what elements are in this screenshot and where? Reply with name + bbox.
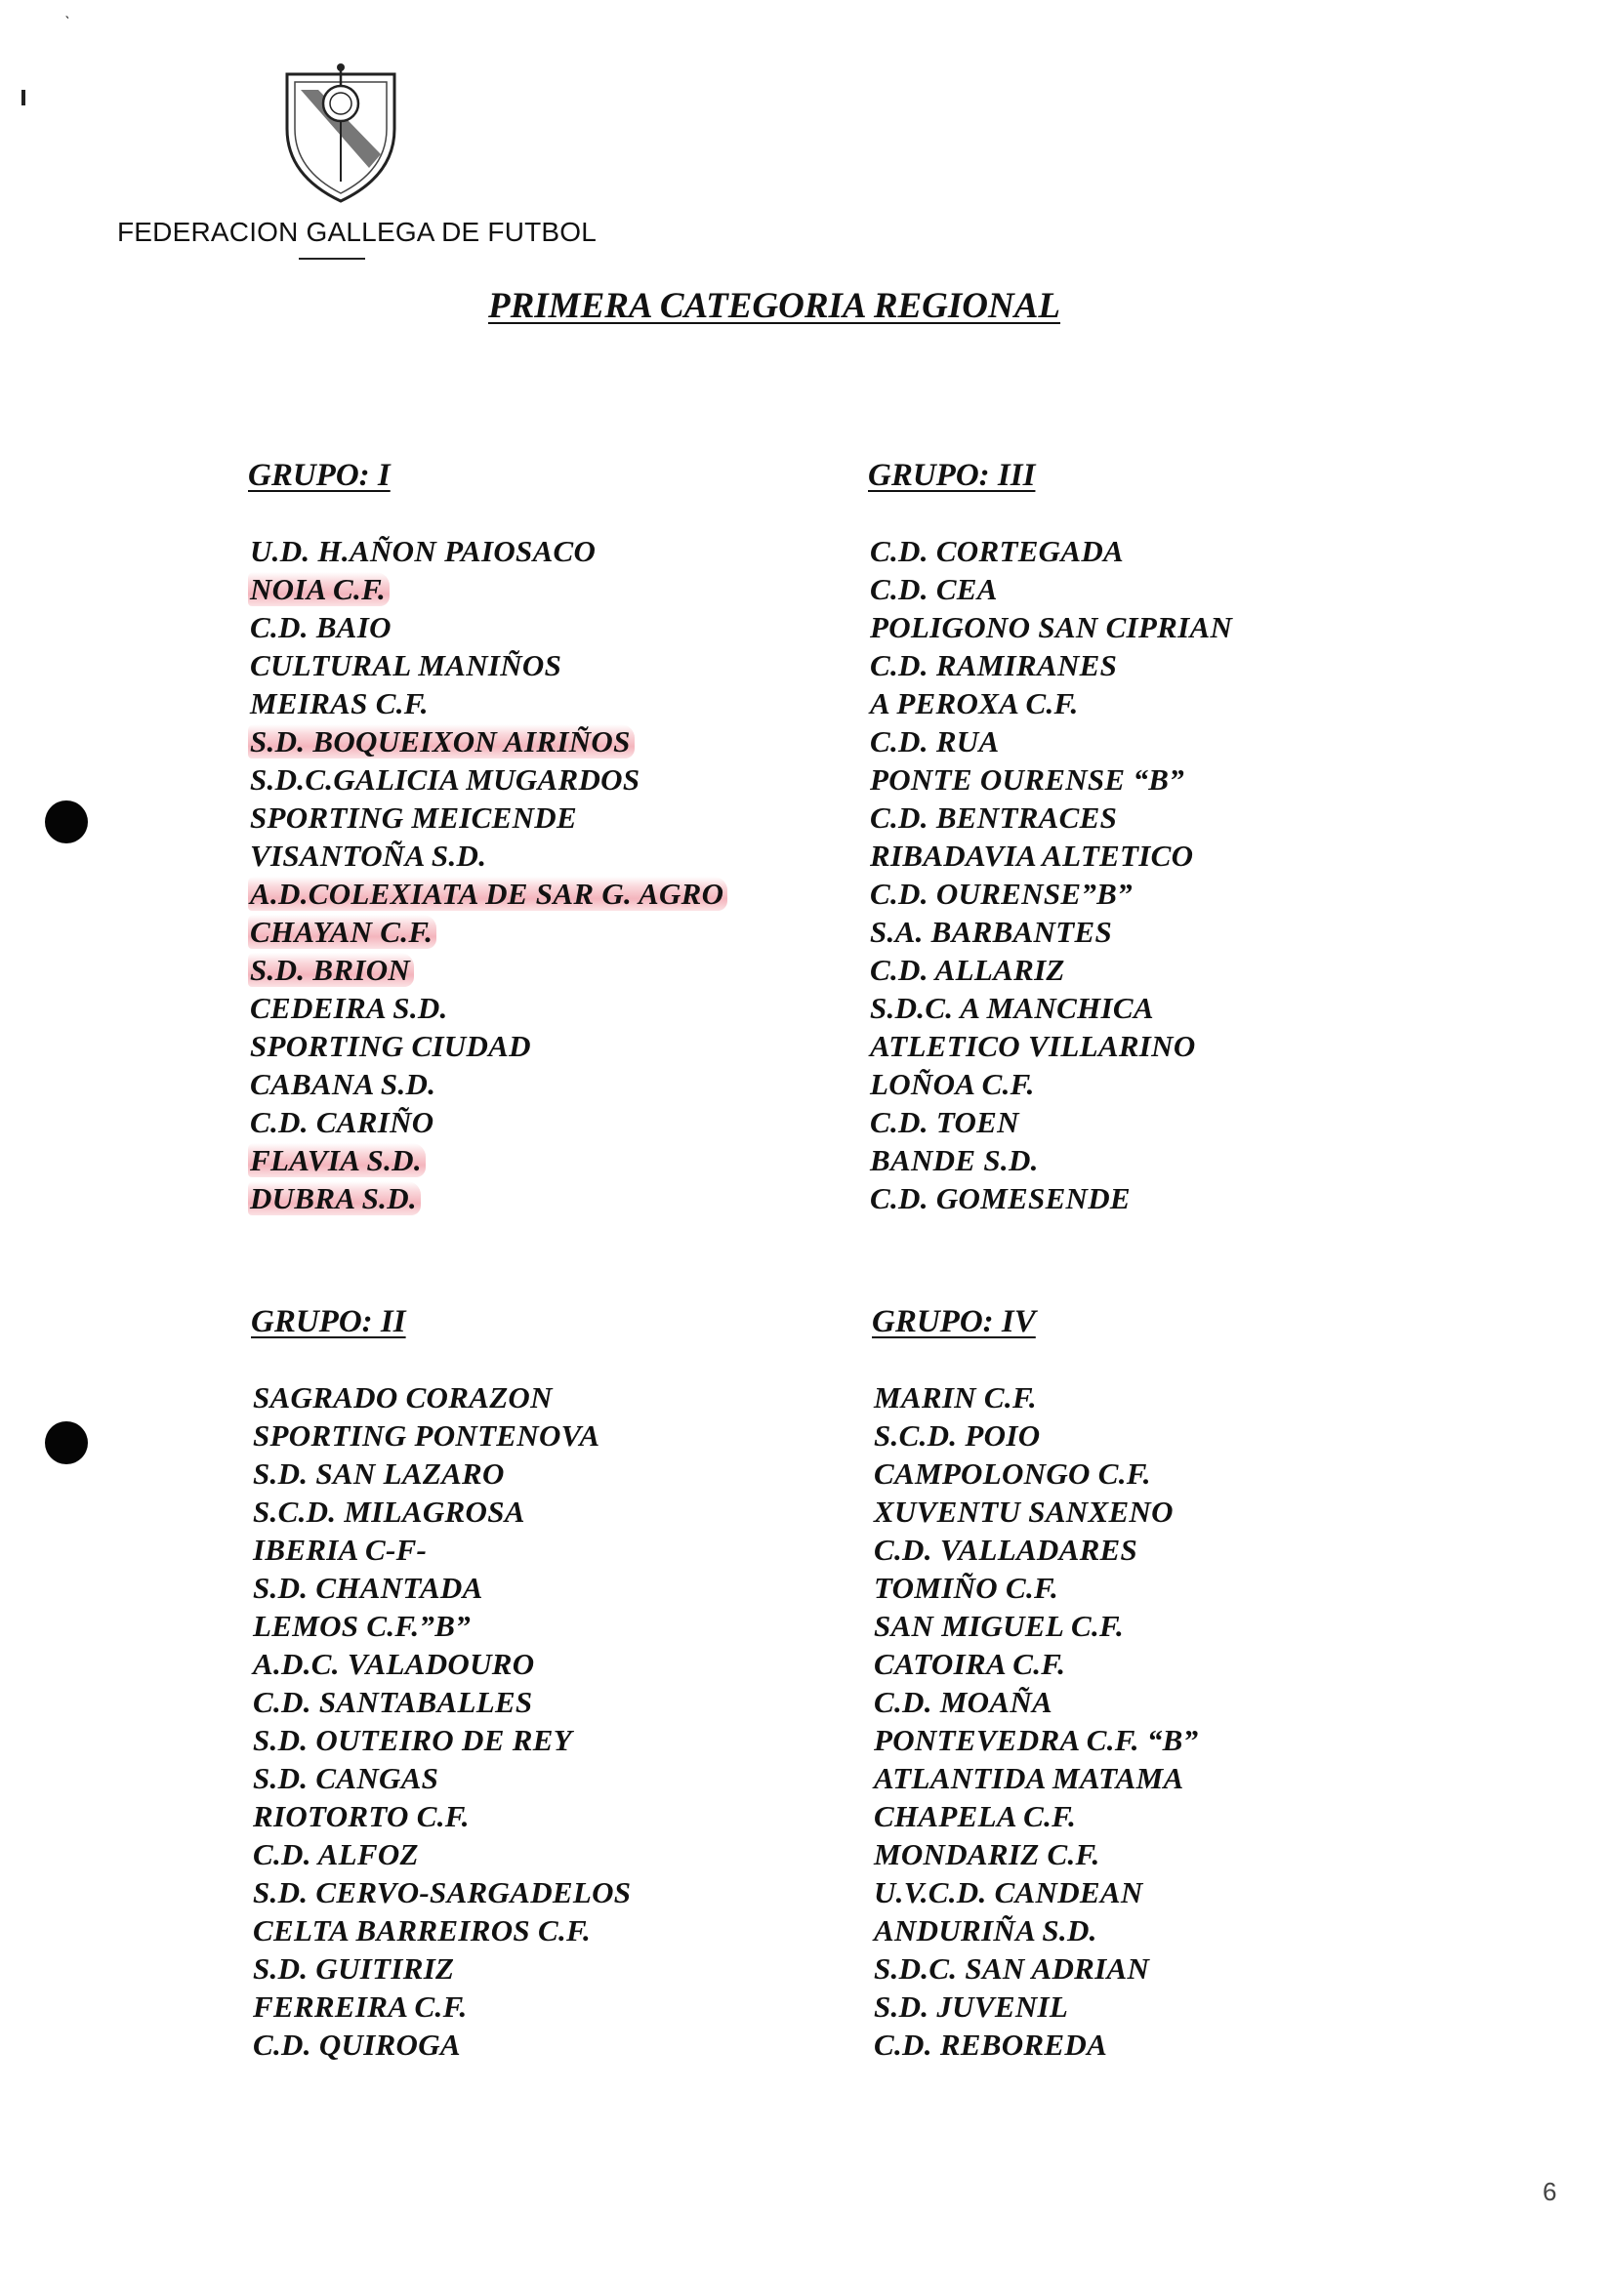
team-name: SAN MIGUEL C.F. <box>874 1609 1125 1643</box>
binder-punch-hole <box>45 800 88 843</box>
team-entry <box>868 1065 1236 1103</box>
team-name: C.D. CORTEGADA <box>870 534 1124 568</box>
team-name: S.D. BRION <box>248 953 414 987</box>
team-entry <box>251 1797 635 1835</box>
team-name: C.D. RAMIRANES <box>870 648 1118 682</box>
team-name: C.D. ALFOZ <box>253 1837 419 1871</box>
team-name: S.D. OUTEIRO DE REY <box>253 1723 572 1757</box>
team-entry <box>251 1531 635 1569</box>
team-entry <box>248 646 727 684</box>
team-entry <box>248 1065 727 1103</box>
team-name: C.D. REBOREDA <box>874 2028 1108 2062</box>
team-name: TOMIÑO C.F. <box>874 1571 1059 1605</box>
team-name: CATOIRA C.F. <box>874 1647 1066 1681</box>
team-entry <box>248 799 727 837</box>
team-name: C.D. SANTABALLES <box>253 1685 533 1719</box>
team-name: S.D. CHANTADA <box>253 1571 483 1605</box>
team-name: A.D.COLEXIATA DE SAR G. AGRO <box>248 877 727 911</box>
group-block <box>872 1303 1202 2064</box>
group-title: GRUPO: II <box>251 1304 406 1339</box>
scan-artifact <box>21 90 25 105</box>
team-name: CHAYAN C.F. <box>248 915 436 949</box>
team-name: C.D. RUA <box>870 724 1000 758</box>
team-entry <box>248 608 727 646</box>
team-name: C.D. GOMESENDE <box>870 1181 1131 1215</box>
team-entry <box>872 1378 1202 1416</box>
team-name: S.D.C. SAN ADRIAN <box>874 1951 1150 1986</box>
team-name: S.D. GUITIRIZ <box>253 1951 455 1986</box>
team-entry <box>868 722 1236 760</box>
team-entry-highlighted <box>248 951 727 989</box>
team-entry <box>872 1683 1202 1721</box>
team-name: FERREIRA C.F. <box>253 1989 468 2024</box>
team-entry-highlighted <box>248 722 727 760</box>
team-name: XUVENTU SANXENO <box>874 1495 1174 1529</box>
team-entry <box>868 1027 1236 1065</box>
team-name: LEMOS C.F.”B” <box>253 1609 471 1643</box>
team-name: C.D. CEA <box>870 572 998 606</box>
team-name: C.D. OURENSE”B” <box>870 877 1133 911</box>
team-name: ATLANTIDA MATAMA <box>874 1761 1184 1795</box>
team-entry <box>248 1103 727 1141</box>
team-entry <box>251 1569 635 1607</box>
organization-underline <box>299 258 365 260</box>
team-entry <box>251 1607 635 1645</box>
page-number: 6 <box>1543 2177 1557 2206</box>
team-entry-highlighted <box>248 913 727 951</box>
team-entry-highlighted <box>248 570 727 608</box>
team-name: ANDURIÑA S.D. <box>874 1913 1097 1948</box>
team-name: BANDE S.D. <box>870 1143 1039 1177</box>
team-entry <box>868 799 1236 837</box>
team-name: CABANA S.D. <box>250 1067 436 1101</box>
team-entry <box>872 1569 1202 1607</box>
team-name: SAGRADO CORAZON <box>253 1380 553 1414</box>
team-name: A PEROXA C.F. <box>870 686 1079 720</box>
team-name: C.D. VALLADARES <box>874 1533 1138 1567</box>
team-name: S.C.D. POIO <box>874 1418 1041 1453</box>
team-name: MARIN C.F. <box>874 1380 1037 1414</box>
team-entry-highlighted <box>248 1141 727 1179</box>
team-name: FLAVIA S.D. <box>248 1143 426 1177</box>
group-block <box>248 457 727 1217</box>
team-entry <box>251 1949 635 1988</box>
team-entry <box>872 1607 1202 1645</box>
team-entry <box>868 608 1236 646</box>
team-name: S.A. BARBANTES <box>870 915 1112 949</box>
team-name: C.D. CARIÑO <box>250 1105 434 1139</box>
team-name: DUBRA S.D. <box>248 1181 421 1215</box>
team-entry <box>251 1493 635 1531</box>
team-name: NOIA C.F. <box>248 572 390 606</box>
team-entry <box>872 1873 1202 1911</box>
team-entry <box>872 1797 1202 1835</box>
team-entry <box>248 1027 727 1065</box>
team-name: S.D. SAN LAZARO <box>253 1456 505 1491</box>
team-name: S.D. CANGAS <box>253 1761 439 1795</box>
team-entry <box>251 1988 635 2026</box>
team-name: U.D. H.AÑON PAIOSACO <box>250 534 597 568</box>
team-entry <box>868 646 1236 684</box>
group-title: GRUPO: I <box>248 458 391 493</box>
team-list <box>251 1378 635 2064</box>
team-name: PONTE OURENSE “B” <box>870 762 1185 797</box>
team-entry <box>251 1911 635 1949</box>
organization-name: FEDERACION GALLEGA DE FUTBOL <box>117 217 598 247</box>
team-entry <box>248 837 727 875</box>
team-entry <box>868 837 1236 875</box>
team-name: RIOTORTO C.F. <box>253 1799 470 1833</box>
team-name: C.D. QUIROGA <box>253 2028 461 2062</box>
team-name: SPORTING PONTENOVA <box>253 1418 600 1453</box>
team-name: SPORTING CIUDAD <box>250 1029 531 1063</box>
team-entry <box>251 1683 635 1721</box>
group-block <box>251 1303 635 2064</box>
team-entry <box>251 1378 635 1416</box>
team-entry <box>251 1721 635 1759</box>
group-title: GRUPO: III <box>868 458 1036 493</box>
team-name: CAMPOLONGO C.F. <box>874 1456 1151 1491</box>
team-entry <box>251 1873 635 1911</box>
team-entry <box>872 1493 1202 1531</box>
team-entry <box>872 1645 1202 1683</box>
team-entry <box>872 1531 1202 1569</box>
team-entry <box>868 913 1236 951</box>
team-name: S.D.C. A MANCHICA <box>870 991 1154 1025</box>
team-entry <box>868 1103 1236 1141</box>
team-entry <box>248 989 727 1027</box>
team-entry <box>868 570 1236 608</box>
team-name: C.D. MOAÑA <box>874 1685 1053 1719</box>
scan-artifact: ˋ <box>64 14 70 33</box>
team-name: CEDEIRA S.D. <box>250 991 448 1025</box>
team-name: CELTA BARREIROS C.F. <box>253 1913 592 1948</box>
team-entry <box>248 760 727 799</box>
team-name: VISANTOÑA S.D. <box>250 839 487 873</box>
team-name: LOÑOA C.F. <box>870 1067 1035 1101</box>
team-list <box>248 532 727 1217</box>
team-name: U.V.C.D. CANDEAN <box>874 1875 1143 1909</box>
group-block <box>868 457 1236 1217</box>
team-entry <box>872 1949 1202 1988</box>
group-title: GRUPO: IV <box>872 1304 1036 1339</box>
team-name: RIBADAVIA ALTETICO <box>870 839 1194 873</box>
team-entry <box>868 1141 1236 1179</box>
team-entry <box>872 2026 1202 2064</box>
team-name: MEIRAS C.F. <box>250 686 429 720</box>
team-entry <box>872 1988 1202 2026</box>
team-entry <box>872 1759 1202 1797</box>
team-entry <box>868 951 1236 989</box>
team-entry <box>868 875 1236 913</box>
team-entry <box>872 1416 1202 1455</box>
team-name: C.D. TOEN <box>870 1105 1019 1139</box>
team-entry <box>872 1721 1202 1759</box>
team-name: C.D. BAIO <box>250 610 392 644</box>
team-entry <box>872 1835 1202 1873</box>
team-entry <box>872 1911 1202 1949</box>
team-list <box>872 1378 1202 2064</box>
shield-crest-icon <box>279 61 402 205</box>
team-entry-highlighted <box>248 875 727 913</box>
team-name: C.D. BENTRACES <box>870 800 1118 835</box>
team-entry <box>868 1179 1236 1217</box>
team-entry <box>868 989 1236 1027</box>
team-name: POLIGONO SAN CIPRIAN <box>870 610 1233 644</box>
team-name: A.D.C. VALADOURO <box>253 1647 535 1681</box>
team-entry <box>868 684 1236 722</box>
team-entry <box>251 1835 635 1873</box>
team-name: CHAPELA C.F. <box>874 1799 1077 1833</box>
team-name: PONTEVEDRA C.F. “B” <box>874 1723 1199 1757</box>
team-name: S.D.C.GALICIA MUGARDOS <box>250 762 640 797</box>
team-entry-highlighted <box>248 1179 727 1217</box>
team-name: S.C.D. MILAGROSA <box>253 1495 525 1529</box>
team-entry <box>248 684 727 722</box>
team-entry <box>868 532 1236 570</box>
team-entry <box>248 532 727 570</box>
team-entry <box>872 1455 1202 1493</box>
team-list <box>868 532 1236 1217</box>
team-name: MONDARIZ C.F. <box>874 1837 1100 1871</box>
team-entry <box>251 1455 635 1493</box>
team-entry <box>251 2026 635 2064</box>
team-name: S.D. CERVO-SARGADELOS <box>253 1875 632 1909</box>
team-name: S.D. BOQUEIXON AIRIÑOS <box>248 724 635 758</box>
team-entry <box>868 760 1236 799</box>
team-entry <box>251 1416 635 1455</box>
team-name: CULTURAL MANIÑOS <box>250 648 562 682</box>
document-title: PRIMERA CATEGORIA REGIONAL <box>488 286 1061 326</box>
team-name: C.D. ALLARIZ <box>870 953 1065 987</box>
team-entry <box>251 1645 635 1683</box>
team-name: S.D. JUVENIL <box>874 1989 1069 2024</box>
team-name: IBERIA C-F- <box>253 1533 428 1567</box>
team-entry <box>251 1759 635 1797</box>
team-name: ATLETICO VILLARINO <box>870 1029 1196 1063</box>
team-name: SPORTING MEICENDE <box>250 800 577 835</box>
binder-punch-hole <box>45 1421 88 1464</box>
